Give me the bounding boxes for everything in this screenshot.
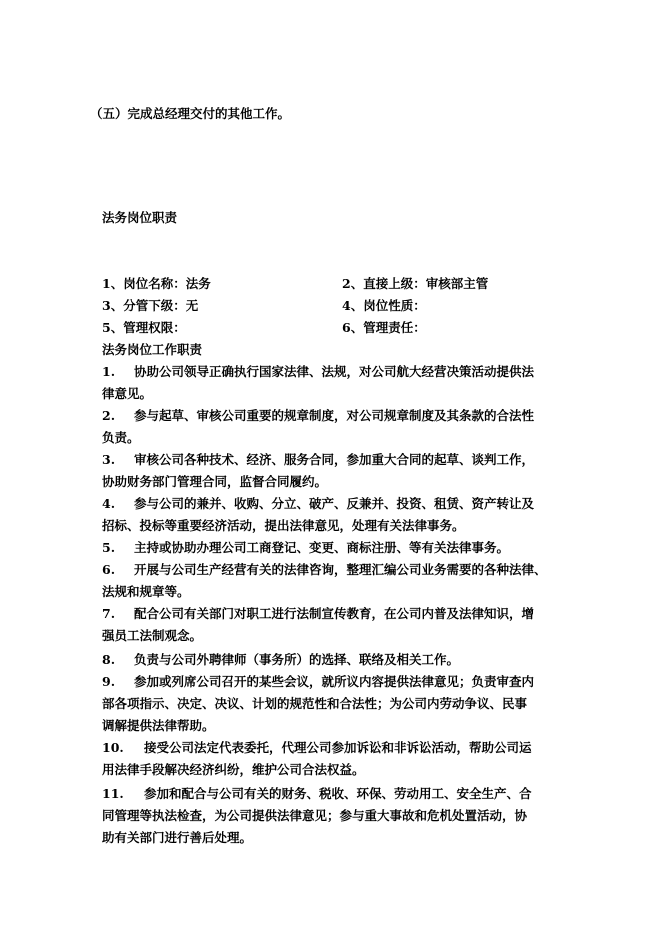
field-management-authority: 5、管理权限： xyxy=(102,320,186,335)
duty-text: 接受公司法定代表委托，代理公司参加诉讼和非诉讼活动，帮助公司运 xyxy=(144,740,532,755)
intro-line: （五）完成总经理交付的其他工作。 xyxy=(90,106,291,121)
field-subordinates: 3、分管下级：无 xyxy=(102,298,199,313)
field-position-name: 1、岗位名称：法务 xyxy=(102,276,211,291)
duty-number: 6. xyxy=(102,562,116,577)
duty-text: 参与公司的兼并、收购、分立、破产、反兼并、投资、租赁、资产转让及 xyxy=(134,496,535,511)
duty-item xyxy=(102,496,578,540)
duty-text: 用法律手段解决经济纠纷，维护公司合法权益。 xyxy=(102,762,365,777)
duty-text: 调解提供法律帮助。 xyxy=(102,718,215,733)
duty-text: 负责。 xyxy=(102,430,140,445)
section-title: 法务岗位职责 xyxy=(102,210,178,225)
duty-text: 参与起草、审核公司重要的规章制度，对公司规章制度及其条款的合法性 xyxy=(134,408,535,423)
field-row xyxy=(102,298,582,314)
duty-number: 2. xyxy=(102,408,116,423)
duty-text: 配合公司有关部门对职工进行法制宣传教育，在公司内普及法律知识，增 xyxy=(134,606,535,621)
duty-text: 负责与公司外聘律师（事务所）的选择、联络及相关工作。 xyxy=(134,652,460,667)
duty-item xyxy=(102,452,578,496)
duty-number: 5. xyxy=(102,540,116,555)
duties-title: 法务岗位工作职责 xyxy=(102,342,203,357)
duty-item xyxy=(102,364,578,408)
duty-text: 律意见。 xyxy=(102,386,153,401)
field-management-responsibility: 6、管理责任： xyxy=(342,320,426,335)
duty-text: 强员工法制观念。 xyxy=(102,628,203,643)
duty-number: 7. xyxy=(102,606,116,621)
duty-text: 审核公司各种技术、经济、服务合同，参加重大合同的起草、谈判工作， xyxy=(134,452,535,467)
duty-text: 部各项指示、决定、决议、计划的规范性和合法性；为公司内劳动争议、民事 xyxy=(102,696,528,711)
duty-item xyxy=(102,674,578,740)
duty-text: 助有关部门进行善后处理。 xyxy=(102,830,253,845)
duty-text: 招标、投标等重要经济活动，提出法律意见，处理有关法律事务。 xyxy=(102,518,465,533)
duty-text: 开展与公司生产经营有关的法律咨询，整理汇编公司业务需要的各种法律、 xyxy=(134,562,547,577)
duty-item xyxy=(102,606,578,650)
duty-text: 法规和规章等。 xyxy=(102,584,190,599)
duty-item xyxy=(102,652,578,674)
duty-number: 4. xyxy=(102,496,116,511)
duty-text: 同管理等执法检查，为公司提供法律意见；参与重大事故和危机处置活动，协 xyxy=(102,808,528,823)
duty-number: 1. xyxy=(102,364,116,379)
duty-number: 11. xyxy=(102,786,124,801)
field-row xyxy=(102,320,582,336)
duty-item xyxy=(102,740,578,784)
duty-text: 协助财务部门管理合同，监督合同履约。 xyxy=(102,474,328,489)
duty-item xyxy=(102,786,578,852)
duty-number: 3. xyxy=(102,452,116,467)
duty-number: 8. xyxy=(102,652,116,667)
duty-number: 10. xyxy=(102,740,124,755)
field-row xyxy=(102,276,582,292)
duty-number: 9. xyxy=(102,674,116,689)
duty-text: 参加或列席公司召开的某些会议，就所议内容提供法律意见；负责审查内 xyxy=(134,674,535,689)
duty-item xyxy=(102,562,578,606)
duty-text: 协助公司领导正确执行国家法律、法规，对公司航大经营决策活动提供法 xyxy=(134,364,535,379)
field-direct-superior: 2、直接上级：审核部主管 xyxy=(342,276,489,291)
duty-item xyxy=(102,540,578,562)
field-position-nature: 4、岗位性质： xyxy=(342,298,426,313)
duty-text: 主持或协助办理公司工商登记、变更、商标注册、等有关法律事务。 xyxy=(134,540,510,555)
duty-text: 参加和配合与公司有关的财务、税收、环保、劳动用工、安全生产、合 xyxy=(144,786,532,801)
duty-item xyxy=(102,408,578,452)
